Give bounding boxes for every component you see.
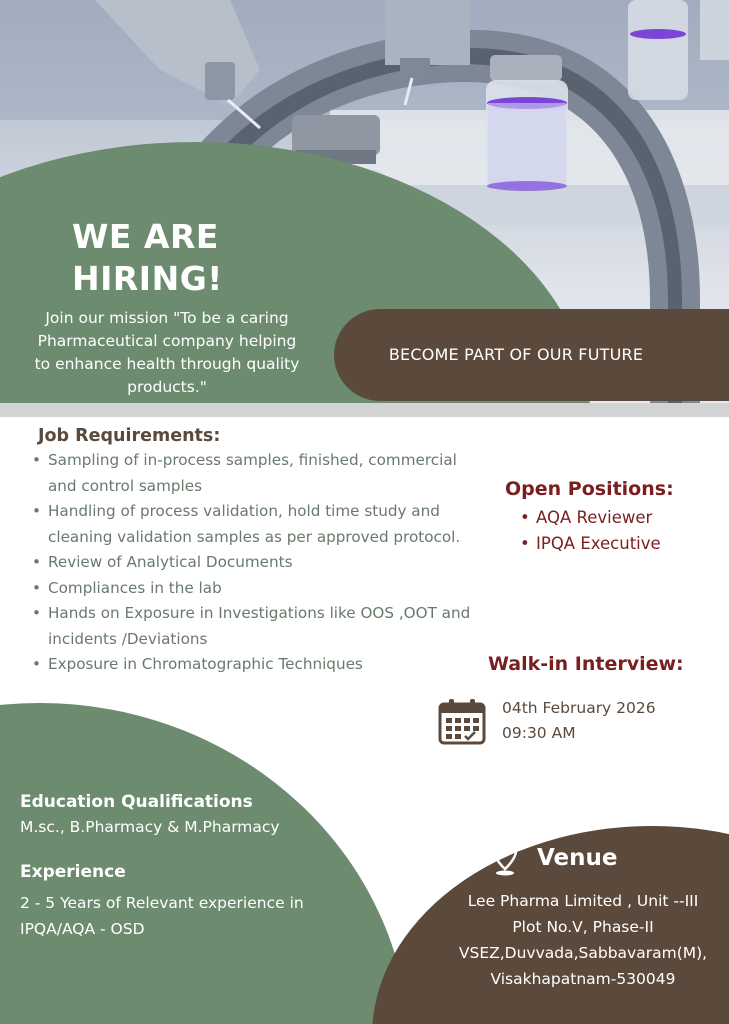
education-text: M.sc., B.Pharmacy & M.Pharmacy	[20, 818, 280, 836]
calendar-icon	[437, 696, 487, 746]
position-item: • AQA Reviewer	[520, 505, 661, 531]
list-item: • Compliances in the lab	[32, 576, 472, 602]
venue-address-line: Plot No.V, Phase-II	[512, 918, 654, 936]
experience-text: 2 - 5 Years of Relevant experience in IPQA/AQA - OSD	[20, 894, 304, 938]
venue-heading: Venue	[537, 845, 618, 871]
job-requirements-heading: Job Requirements:	[38, 426, 221, 446]
hiring-title-line2: HIRING!	[72, 259, 223, 298]
mission-statement: Join our mission "To be a caring Pharmaceutical company helping to enhance health through quality products."	[34, 309, 300, 396]
future-banner-text: BECOME PART OF OUR FUTURE	[388, 345, 644, 364]
list-item: • Exposure in Chromatographic Techniques	[32, 652, 472, 678]
venue-address	[438, 888, 728, 992]
list-item: • Hands on Exposure in Investigations like OOS ,OOT and incidents /Deviations	[32, 601, 472, 652]
location-pin-icon	[492, 838, 518, 876]
list-item: • Review of Analytical Documents	[32, 550, 472, 576]
walk-in-time: 09:30 AM	[502, 724, 576, 742]
list-item: • Sampling of in-process samples, finished, commercial and control samples	[32, 448, 472, 499]
experience-heading: Experience	[20, 862, 126, 882]
open-positions-list	[520, 505, 661, 557]
walk-in-heading: Walk-in Interview:	[488, 653, 684, 675]
venue-address-line: Visakhapatnam-530049	[490, 970, 676, 988]
open-positions-heading: Open Positions:	[505, 478, 674, 500]
venue-address-line: Lee Pharma Limited , Unit --III	[467, 892, 699, 910]
education-heading: Education Qualifications	[20, 792, 253, 812]
venue-address-line: VSEZ,Duvvada,Sabbavaram(M),	[458, 944, 708, 962]
walk-in-datetime	[502, 696, 656, 746]
hiring-title-line1: WE ARE	[72, 217, 219, 256]
job-requirements-list	[32, 448, 472, 678]
walk-in-date: 04th February 2026	[502, 699, 656, 717]
hiring-title	[72, 216, 232, 300]
divider-band	[0, 403, 729, 417]
position-item: • IPQA Executive	[520, 531, 661, 557]
list-item: • Handling of process validation, hold time study and cleaning validation samples as per approved protocol.	[32, 499, 472, 550]
